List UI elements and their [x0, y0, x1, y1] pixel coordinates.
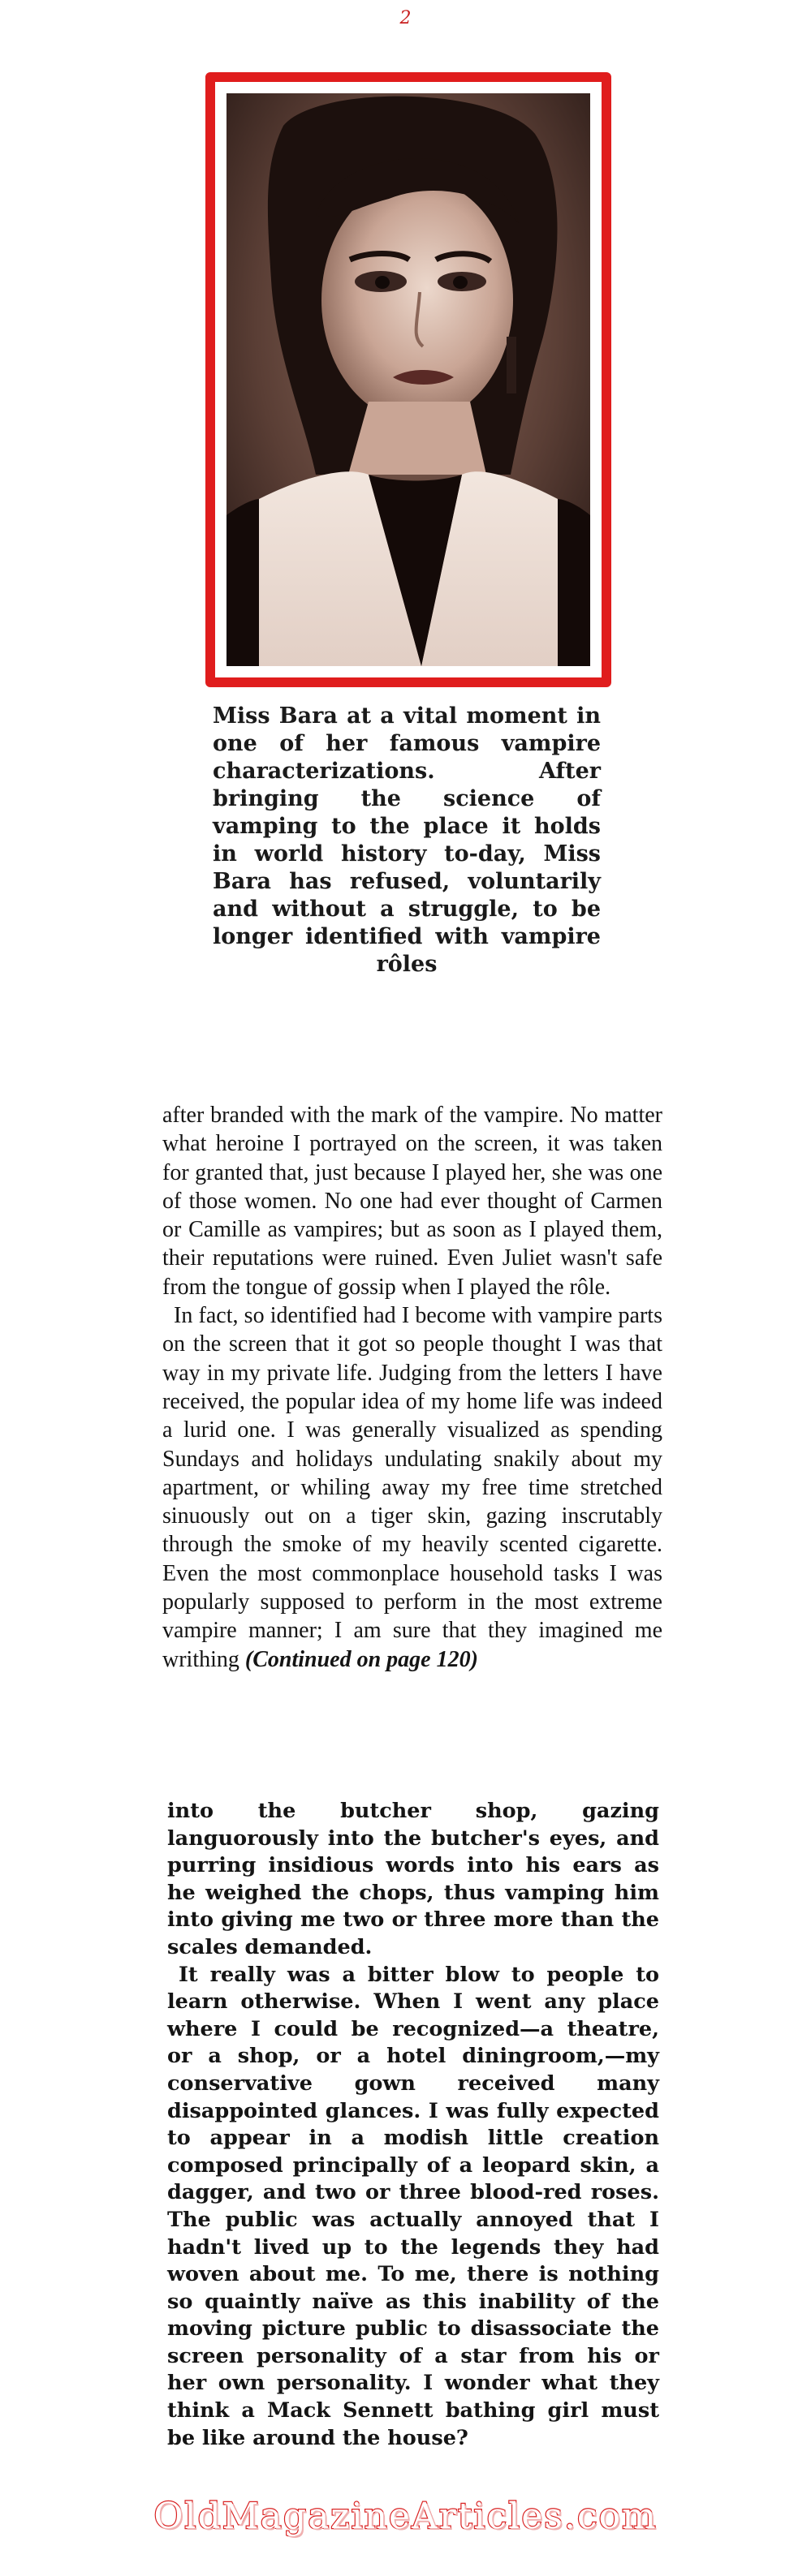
continued-link[interactable]: (Continued on page 120) — [244, 1646, 478, 1672]
page-number: 2 — [399, 8, 412, 28]
article-paragraph: after branded with the mark of the vampire. No matter what heroine I portrayed on the screen, it was taken for granted that, just because I played her, she was one of those women. No one had ever thought of Carmen or Camille as vampires; but as soon as I played them, their reputations were ruined. Even Juliet wasn't safe from the tongue of gossip when I played the rôle. — [162, 1103, 662, 1300]
article-paragraph: It really was a bitter blow to people to learn otherwise. When I went any place where I could be recognized—a theatre, or a shop, or a hotel diningroom,—my conservative gown received many disappointed glances. I was fully expected to appear in a modish little creation composed principally of a leopard skin, a dagger, and two or three blood-red roses. The public was actually annoyed that I hadn't lived up to the legends they had woven about me. To me, there is nothing so quaintly naïve as this inability of the moving picture public to disassociate the screen personality of a star from his or her own personality. I wonder what they think a Mack Sennett bathing girl must be like around the house? — [167, 1962, 659, 2450]
article-column-2 — [167, 1798, 659, 2452]
article-column-1 — [162, 1101, 662, 1674]
site-watermark: OldMagazineArticles.com — [153, 2496, 658, 2537]
article-paragraph: into the butcher shop, gazing languorously into the butcher's eyes, and purring insidious words into his ears as he weighed the chops, thus vamping him into giving me two or three more than the scales demanded. — [167, 1799, 659, 1959]
article-paragraph — [162, 1301, 662, 1674]
photo-caption: Miss Bara at a vital moment in one of her famous vampire characterizations. After bringing the science of vamping to the place it holds in world history to-day, Miss Bara has refused, voluntarily and without a struggle, to be longer identified with vampire rôles — [213, 703, 601, 977]
portrait-photo-icon — [226, 93, 590, 666]
photo-frame — [205, 72, 611, 687]
article-paragraph-text: In fact, so identified had I become with vampire parts on the screen that it got so people thought I was that way in my private life. Judging from the letters I have received, the popular idea of my home life was indeed a lurid one. I was generally visualized as spending Sundays and holidays undulating snakily about my apartment, or whiling away my free time stretched sinuously out on a tiger skin, gazing inscrutably through the smoke of my heavily scented cigarette. Even the most commonplace household tasks I was popularly supposed to perform in the most extreme vampire manner; I am sure that they imagined me writhing — [162, 1303, 662, 1672]
